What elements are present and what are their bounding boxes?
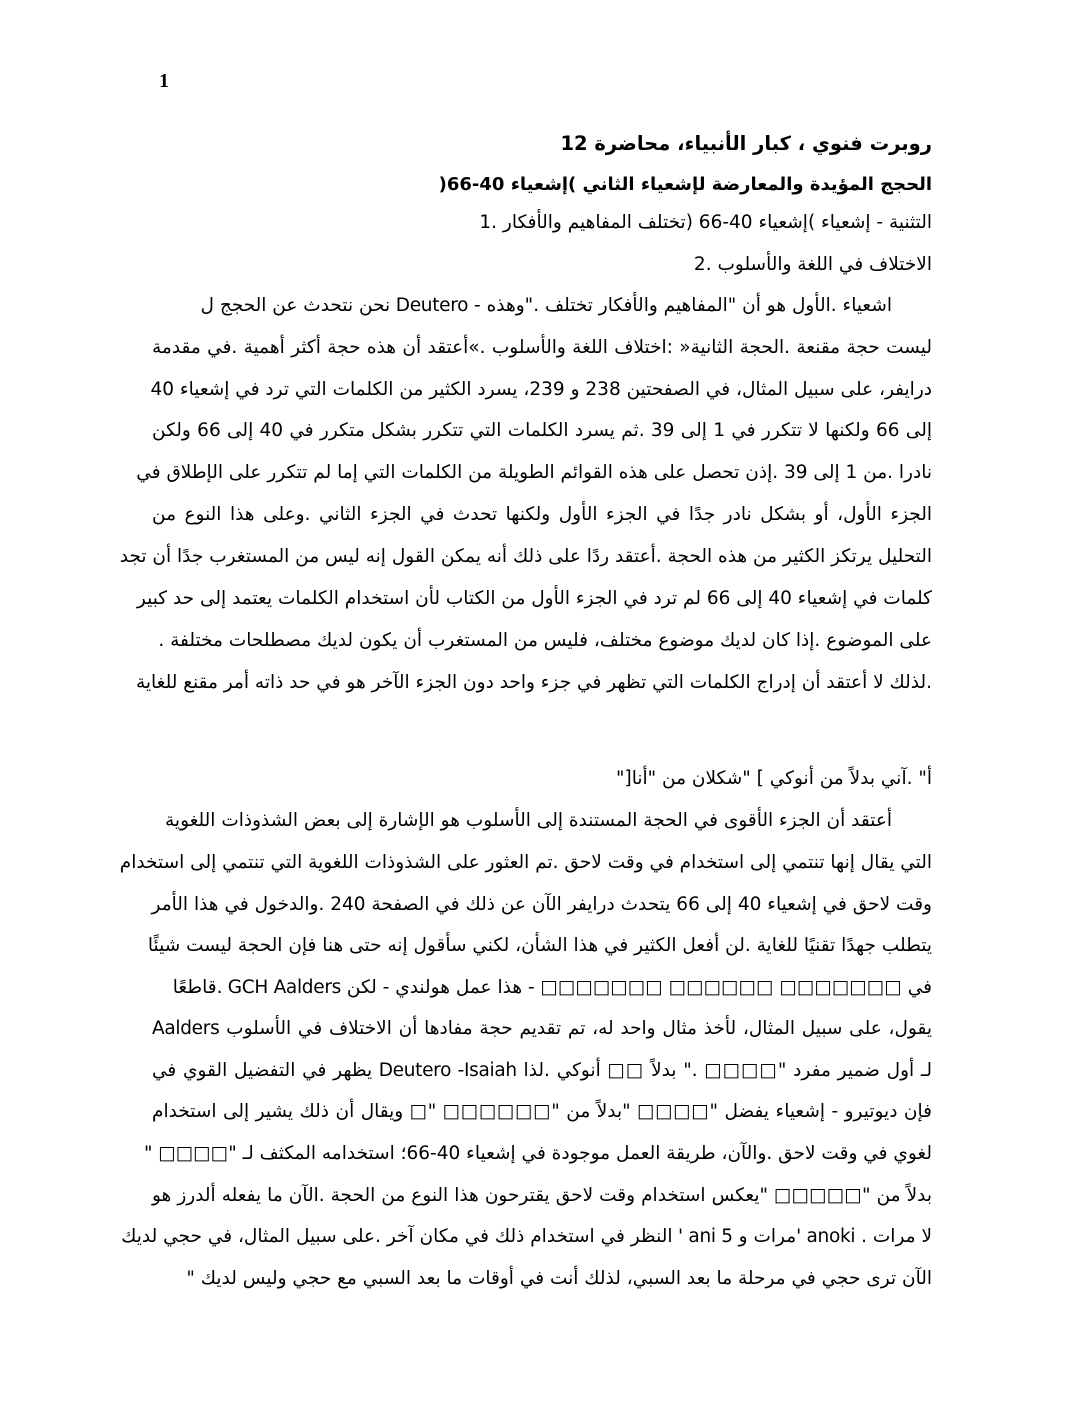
paragraph-line: لا مرات . anoki 'مرات و ani 5 ' النظر في استخدام ذلك في مكان آخر .على سبيل المثال، في حجي لديك xyxy=(121,1226,932,1247)
section-heading: أ" .آني بدلاً من أنوكي ] "شكلان من "أنا[" xyxy=(616,768,932,789)
paragraph-line: التحليل يرتكز الكثير من هذه الحجة .أعتقد ردًا على ذلك أنه يمكن القول إنه ليس من المستغرب جدًا أن تجد xyxy=(119,546,932,567)
paragraph-line: في □□□□□□□ □□□□□□ □□□□□□□ - هذا عمل هولندي - لكن GCH Aalders .قاطعًا xyxy=(172,977,932,998)
paragraph-line: .لذلك لا أعتقد أن إدراج الكلمات التي تظهر في جزء واحد دون الجزء الآخر هو في حد ذاته أمر مقنع للغاية xyxy=(135,672,932,693)
paragraph-line: كلمات في إشعياء 40 إلى 66 لم ترد في الجزء الأول من الكتاب لأن استخدام الكلمات يعتمد إلى حد كبير xyxy=(136,588,932,609)
document-subtitle: الحجج المؤيدة والمعارضة لإشعياء الثاني )إشعياء 40-66( xyxy=(438,174,932,195)
document-title: روبرت فنوي ، كبار الأنبياء، محاضرة 12 xyxy=(560,132,932,155)
paragraph-line: الآن ترى حجي في مرحلة ما بعد السبي، لذلك أنت في أوقات ما بعد السبي مع حجي وليس لديك " xyxy=(186,1268,932,1289)
paragraph-line: لـ أول ضمير مفرد "□□□□ ." بدلاً □□ أنوكي .لذا Deutero -Isaiah يظهر في التفضيل القوي في xyxy=(152,1060,932,1081)
paragraph-line: أعتقد أن الجزء الأقوى في الحجة المستندة إلى الأسلوب هو الإشارة إلى بعض الشذوذات اللغوية xyxy=(165,810,892,831)
paragraph-line: درايفر، على سبيل المثال، في الصفحتين 238 و 239، يسرد الكثير من الكلمات التي ترد في إشعياء 40 xyxy=(150,379,932,400)
paragraph-line: على الموضوع .إذا كان لديك موضوع مختلف، فليس من المستغرب أن يكون لديك مصطلحات مختلفة . xyxy=(158,630,932,651)
paragraph-line: وقت لاحق في إشعياء 40 إلى 66 يتحدث درايفر الآن عن ذلك في الصفحة 240 .والدخول في هذا الأمر xyxy=(151,894,932,915)
paragraph-line: لغوي في وقت لاحق .والآن، طريقة العمل موجودة في إشعياء 40-66؛ استخدامه المكثف لـ "□□□□ " xyxy=(143,1143,932,1164)
paragraph-line: يقول، على سبيل المثال، لأخذ مثال واحد له، تم تقديم حجة مفادها أن الاختلاف في الأسلوب Aalders xyxy=(152,1018,932,1039)
paragraph-line: اشعياء .الأول هو أن "المفاهيم والأفكار تختلف ."وهذه - Deutero نحن نتحدث عن الحجج ل xyxy=(200,295,892,316)
outline-item-2: الاختلاف في اللغة والأسلوب .2 xyxy=(693,254,932,275)
paragraph-line: الجزء الأول، أو بشكل نادر جدًا في الجزء الأول ولكنها تحدث في الجزء الثاني .وعلى هذا النوع من xyxy=(152,504,932,525)
outline-item-1: التثنية - إشعياء )إشعياء 40-66 (تختلف المفاهيم والأفكار .1 xyxy=(479,212,932,233)
paragraph-line: التي يقال إنها تنتمي إلى استخدام في وقت لاحق .تم العثور على الشذوذات اللغوية التي تنتمي إلى استخدام xyxy=(119,852,932,873)
paragraph-line: فإن ديوتيرو - إشعياء يفضل "□□□□ "بدلاً من "□□□□□□ "□ ويقال أن ذلك يشير إلى استخدام xyxy=(152,1101,932,1122)
paragraph-line: يتطلب جهدًا تقنيًا للغاية .لن أفعل الكثير في هذا الشأن، لكني سأقول إنه حتى هنا فإن الحجة ليست شيئًا xyxy=(147,935,932,956)
paragraph-line: بدلاً من "□□□□□ "يعكس استخدام وقت لاحق يقترحون هذا النوع من الحجة .الآن ما يفعله ألدرز هو xyxy=(152,1185,932,1206)
paragraph-line: نادرا .من 1 إلى 39 .إذن تحصل على هذه القوائم الطويلة من الكلمات التي إما لم تتكرر على الإطلاق في xyxy=(136,462,932,483)
paragraph-line: ليست حجة مقنعة .الحجة الثانية« :اختلاف اللغة والأسلوب .»أعتقد أن هذه حجة أكثر أهمية .في مقدمة xyxy=(152,337,932,358)
paragraph-line: إلى 66 ولكنها لا تتكرر في 1 إلى 39 .ثم يسرد الكلمات التي تتكرر بشكل متكرر في 40 إلى 66 ولكن xyxy=(152,420,932,441)
page-number: 1 xyxy=(159,70,169,92)
